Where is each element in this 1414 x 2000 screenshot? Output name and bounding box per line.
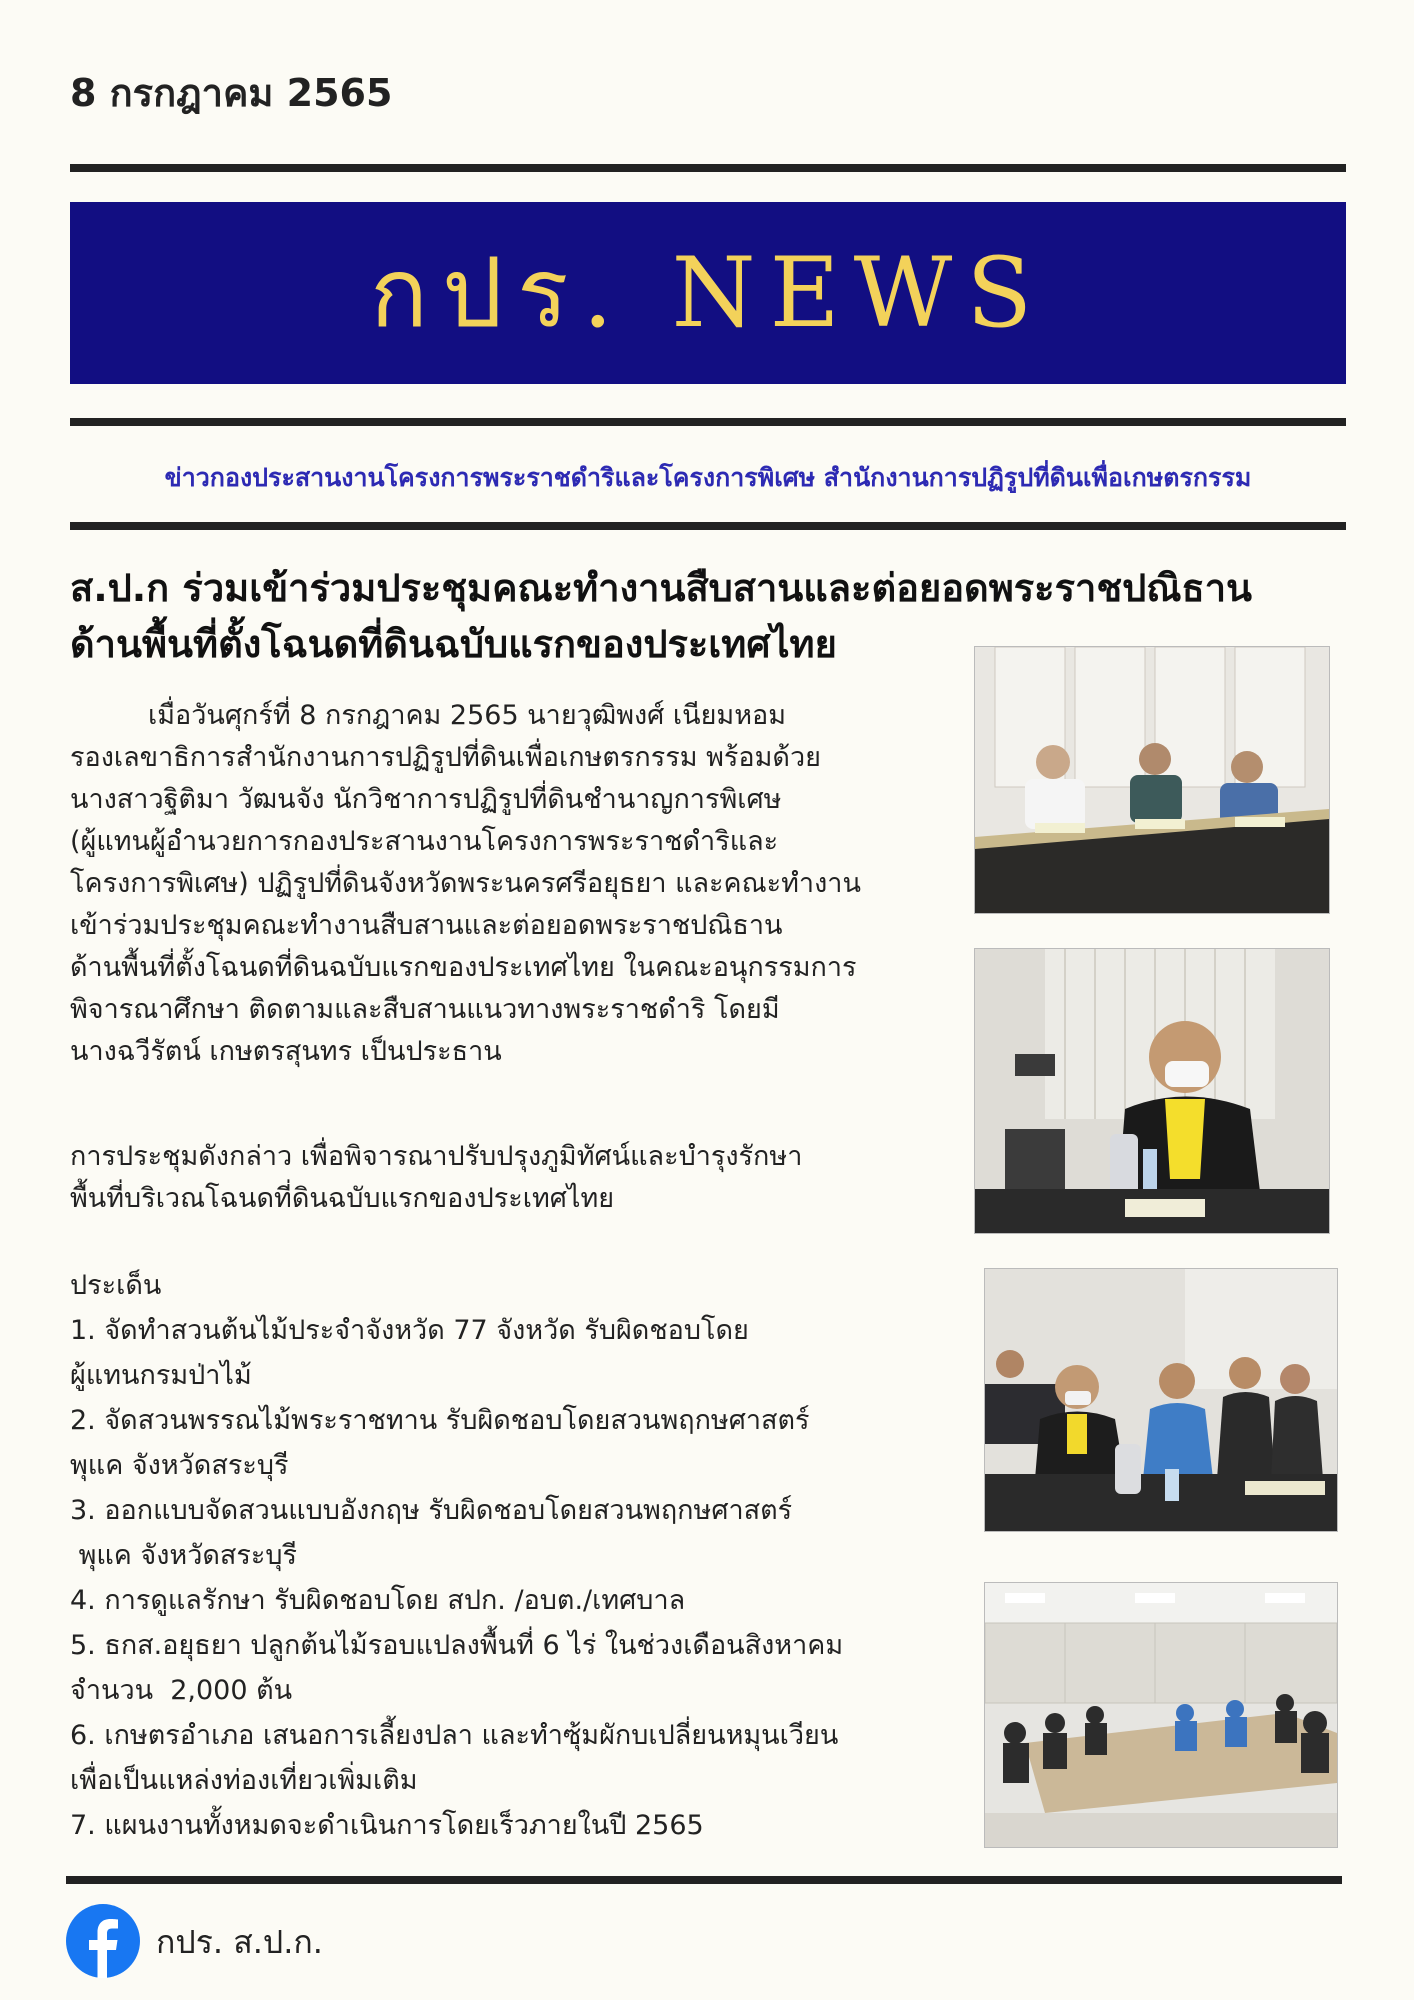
masthead-banner [70,202,1346,384]
issue-item-1 [70,1310,930,1397]
issue-line: 7. แผนงานทั้งหมดจะดำเนินการโดยเร็วภายในปี 2565 [70,1810,704,1841]
headline-line-2: ด้านพื้นที่ตั้งโฉนดที่ดินฉบับแรกของประเทศไทย [70,622,837,666]
meeting-photo-3 [984,1268,1338,1532]
facebook-icon[interactable] [66,1904,140,1978]
issue-line: 5. ธกส.อยุธยา ปลูกต้นไม้รอบแปลงพื้นที่ 6 ไร่ ในช่วงเดือนสิงหาคม [70,1630,844,1661]
issue-line: 6. เกษตรอำเภอ เสนอการเลี้ยงปลา และทำซุ้มผักบเปลี่ยนหมุนเวียน [70,1720,839,1751]
issue-date: 8 กรกฎาคม 2565 [70,71,393,115]
issue-line: พุแค จังหวัดสระบุรี [70,1540,298,1571]
meeting-photo-2 [974,948,1330,1234]
masthead-title: กปร. NEWS [369,237,1047,349]
paragraph-line: (ผู้แทนผู้อำนวยการกองประสานงานโครงการพระราชดำริและ [70,826,779,857]
footer-divider [66,1876,1342,1884]
issue-line: 2. จัดสวนพรรณไม้พระราชทาน รับผิดชอบโดยสวนพฤกษศาสตร์ [70,1405,810,1436]
issues-title: ประเด็น [70,1270,162,1301]
meeting-photo-4 [984,1582,1338,1848]
issue-line: พุแค จังหวัดสระบุรี [70,1450,289,1481]
issue-item-3 [70,1490,930,1577]
issue-line: ผู้แทนกรมป่าไม้ [70,1360,252,1391]
issue-item-5 [70,1625,930,1712]
issue-line: 3. ออกแบบจัดสวนแบบอังกฤษ รับผิดชอบโดยสวนพฤกษศาสตร์ [70,1495,793,1526]
masthead-subtitle: ข่าวกองประสานงานโครงการพระราชดำริและโครงการพิเศษ สำนักงานการปฏิรูปที่ดินเพื่อเกษตรกรรม [164,463,1252,492]
article-paragraph-1 [70,695,930,1073]
issue-line: จำนวน 2,000 ต้น [70,1675,293,1706]
masthead-divider [70,418,1346,426]
paragraph-line: พื้นที่บริเวณโฉนดที่ดินฉบับแรกของประเทศไทย [70,1183,615,1214]
paragraph-line: เมื่อวันศุกร์ที่ 8 กรกฎาคม 2565 นายวุฒิพงศ์ เนียมหอม [148,700,787,731]
paragraph-line: เข้าร่วมประชุมคณะทำงานสืบสานและต่อยอดพระราชปณิธาน [70,910,783,941]
issue-line: 4. การดูแลรักษา รับผิดชอบโดย สปก. /อบต./เทศบาล [70,1585,686,1616]
headline-line-1: ส.ป.ก ร่วมเข้าร่วมประชุมคณะทำงานสืบสานและต่อยอดพระราชปณิธาน [70,566,1253,610]
issue-item-6 [70,1715,930,1802]
paragraph-line: พิจารณาศึกษา ติดตามและสืบสานแนวทางพระราชดำริ โดยมี [70,994,780,1025]
issue-line: เพื่อเป็นแหล่งท่องเที่ยวเพิ่มเติม [70,1765,418,1796]
paragraph-line: ด้านพื้นที่ตั้งโฉนดที่ดินฉบับแรกของประเทศไทย ในคณะอนุกรรมการ [70,952,857,983]
issue-item-7 [70,1805,930,1847]
issue-item-4 [70,1580,930,1622]
top-divider [70,164,1346,172]
issue-item-2 [70,1400,930,1487]
paragraph-line: นางสาวฐิติมา วัฒนจัง นักวิชาการปฏิรูปที่ดินชำนาญการพิเศษ [70,784,782,815]
issues-list [70,1265,930,1850]
paragraph-line: รองเลขาธิการสำนักงานการปฏิรูปที่ดินเพื่อเกษตรกรรม พร้อมด้วย [70,742,821,773]
subtitle-divider [70,522,1346,530]
article-paragraph-2 [70,1136,930,1220]
paragraph-line: โครงการพิเศษ) ปฏิรูปที่ดินจังหวัดพระนครศรีอยุธยา และคณะทำงาน [70,868,861,899]
paragraph-line: การประชุมดังกล่าว เพื่อพิจารณาปรับปรุงภูมิทัศน์และบำรุงรักษา [70,1141,803,1172]
meeting-photo-1 [974,646,1330,914]
issue-line: 1. จัดทำสวนต้นไม้ประจำจังหวัด 77 จังหวัด รับผิดชอบโดย [70,1315,749,1346]
paragraph-line: นางฉวีรัตน์ เกษตรสุนทร เป็นประธาน [70,1036,502,1067]
footer-page-name[interactable]: กปร. ส.ป.ก. [156,1923,323,1961]
